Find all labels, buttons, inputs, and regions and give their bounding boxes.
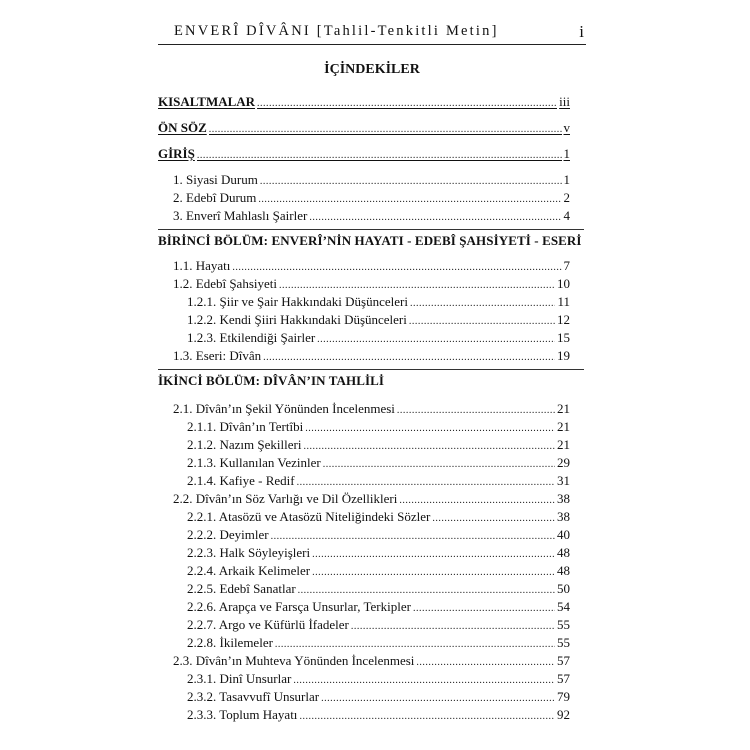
toc-entry-page: 10: [557, 276, 570, 291]
toc-entry[interactable]: [187, 707, 570, 724]
toc-entry-giris[interactable]: [158, 146, 570, 163]
toc-entry-kisaltmalar[interactable]: [158, 94, 570, 111]
toc-entry-label: ÖN SÖZ: [158, 120, 207, 135]
toc-entry[interactable]: [187, 437, 570, 454]
toc-entry-label: 2.2.5. Edebî Sanatlar: [187, 581, 296, 596]
toc-entry-on-soz[interactable]: [158, 120, 570, 137]
toc-entry-label: 2.2.2. Deyimler: [187, 527, 269, 542]
toc-entry-label: 2.2.7. Argo ve Küfürlü İfadeler: [187, 617, 349, 632]
toc-entry-page: 40: [557, 527, 570, 542]
toc-entry-label: 2.3. Dîvân’ın Muhteva Yönünden İncelenmesi: [173, 653, 415, 668]
toc-entry-label: 2.1.3. Kullanılan Vezinler: [187, 455, 321, 470]
toc-entry[interactable]: [187, 330, 570, 347]
toc-entry[interactable]: [173, 491, 570, 508]
toc-entry-label: 2. Edebî Durum: [173, 190, 257, 205]
toc-entry-page: 12: [557, 312, 570, 327]
chapter-heading-1[interactable]: BİRİNCİ BÖLÜM: ENVERÎ’NİN HAYATI - EDEBÎ ŞAHSİYETİ - ESERİ: [158, 233, 582, 248]
toc-entry[interactable]: [173, 208, 570, 225]
toc-entry-page: 50: [557, 581, 570, 596]
toc-entry-page: 38: [557, 509, 570, 524]
toc-entry-label: 2.3.2. Tasavvufî Unsurlar: [187, 689, 320, 704]
toc-entry-page: v: [563, 120, 570, 135]
toc-entry[interactable]: [187, 581, 570, 598]
toc-entry-label: 2.3.1. Dinî Unsurlar: [187, 671, 292, 686]
toc-entry-label: 3. Enverî Mahlaslı Şairler: [173, 208, 308, 223]
toc-entry-label: 2.2.1. Atasözü ve Atasözü Niteliğindeki Sözler: [187, 509, 431, 524]
toc-entry-label: 1.2.1. Şiir ve Şair Hakkındaki Düşünceleri: [187, 294, 408, 309]
page-title: İÇİNDEKİLER: [324, 62, 420, 77]
toc-entry[interactable]: [173, 172, 570, 189]
toc-entry-page: 7: [563, 258, 570, 273]
toc-entry[interactable]: [173, 276, 570, 293]
toc-entry-label: 2.2.6. Arapça ve Farsça Unsurlar, Terkipler: [187, 599, 411, 614]
toc-entry[interactable]: [187, 671, 570, 688]
toc-entry-page: 38: [557, 491, 570, 506]
toc-entry[interactable]: [173, 258, 570, 275]
toc-entry[interactable]: [187, 689, 570, 706]
toc-entry[interactable]: [187, 473, 570, 490]
toc-entry[interactable]: [187, 455, 570, 472]
toc-entry-page: 54: [557, 599, 570, 614]
toc-entry-page: 11: [557, 294, 570, 309]
toc-entry[interactable]: [173, 190, 570, 207]
toc-entry-page: 92: [557, 707, 570, 722]
toc-entry-page: 55: [557, 617, 570, 632]
toc-entry-label: 2.1. Dîvân’ın Şekil Yönünden İncelenmesi: [173, 401, 395, 416]
toc-entry-page: 31: [557, 473, 570, 488]
toc-entry[interactable]: [187, 509, 570, 526]
chapter-heading-2[interactable]: İKİNCİ BÖLÜM: DÎVÂN’IN TAHLİLİ: [158, 373, 385, 388]
toc-entry-label: 2.2.3. Halk Söyleyişleri: [187, 545, 311, 560]
toc-entry-page: 79: [557, 689, 570, 704]
toc-entry[interactable]: [187, 312, 570, 329]
toc-entry-page: 48: [557, 563, 570, 578]
toc-entry-label: KISALTMALAR: [158, 94, 256, 109]
header-title: ENVERÎ DÎVÂNI [Tahlil-Tenkitli Metin]: [174, 23, 499, 39]
toc-entry-page: 15: [557, 330, 570, 345]
toc-entry[interactable]: [173, 401, 570, 418]
toc-entry[interactable]: [173, 348, 570, 365]
toc-entry[interactable]: [187, 527, 570, 544]
toc-entry[interactable]: [187, 617, 570, 634]
toc-entry[interactable]: [187, 545, 570, 562]
toc-entry-label: 2.2.4. Arkaik Kelimeler: [187, 563, 311, 578]
toc-entry-label: 1.3. Eseri: Dîvân: [173, 348, 262, 363]
toc-entry-label: 1.2.2. Kendi Şiiri Hakkındaki Düşünceleri: [187, 312, 407, 327]
toc-entry-label: 1.1. Hayatı: [173, 258, 231, 273]
toc-entry-label: 2.1.2. Nazım Şekilleri: [187, 437, 302, 452]
toc-entry-label: 1. Siyasi Durum: [173, 172, 258, 187]
toc-entry[interactable]: [187, 294, 570, 311]
toc-entry-label: 2.1.1. Dîvân’ın Tertîbi: [187, 419, 304, 434]
toc-entry-page: 1: [563, 172, 570, 187]
toc-entry-page: 1: [563, 146, 570, 161]
toc-entry-label: 1.2.3. Etkilendiği Şairler: [187, 330, 316, 345]
divider: [158, 369, 584, 370]
toc-entry-label: 2.2.8. İkilemeler: [187, 635, 273, 650]
toc-entry[interactable]: [187, 599, 570, 616]
toc-entry-page: 2: [563, 190, 570, 205]
toc-entry-page: 55: [557, 635, 570, 650]
toc-entry-page: 57: [557, 653, 570, 668]
toc-entry-page: 48: [557, 545, 570, 560]
toc-entry-page: 4: [563, 208, 570, 223]
toc-entry-page: iii: [559, 94, 570, 109]
running-header: [158, 22, 586, 45]
toc-entry[interactable]: [187, 419, 570, 436]
header-page-number: i: [579, 22, 584, 41]
toc-entry-page: 29: [557, 455, 570, 470]
toc-entry-page: 57: [557, 671, 570, 686]
toc-entry-page: 21: [557, 419, 570, 434]
divider: [158, 229, 584, 230]
toc-entry-label: 1.2. Edebî Şahsiyeti: [173, 276, 277, 291]
toc-entry-label: 2.2. Dîvân’ın Söz Varlığı ve Dil Özellikleri: [173, 491, 398, 506]
toc-entry-label: 2.1.4. Kafiye - Redif: [187, 473, 295, 488]
toc-entry[interactable]: [187, 635, 570, 652]
toc-entry-page: 19: [557, 348, 570, 363]
toc-entry-page: 21: [557, 437, 570, 452]
toc-entry-page: 21: [557, 401, 570, 416]
toc-entry-label: GİRİŞ: [158, 146, 195, 161]
toc-entry-label: 2.3.3. Toplum Hayatı: [187, 707, 298, 722]
toc-entry[interactable]: [187, 563, 570, 580]
toc-entry[interactable]: [173, 653, 570, 670]
